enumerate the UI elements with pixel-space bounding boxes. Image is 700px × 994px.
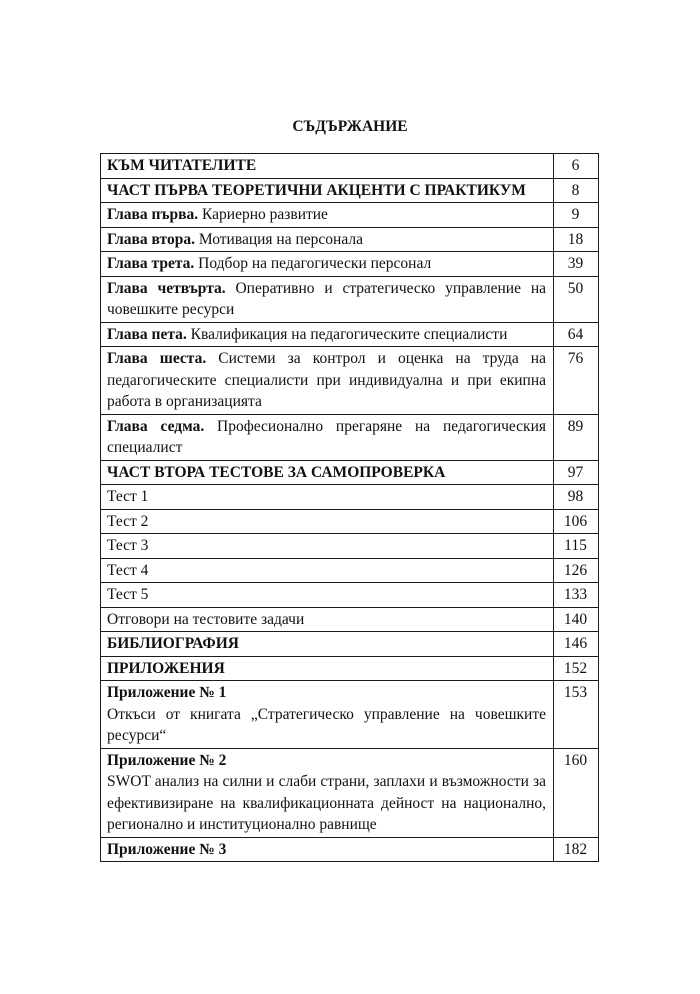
toc-title-bold: Приложение № 3 xyxy=(107,840,227,858)
toc-page-number: 153 xyxy=(554,681,599,749)
toc-title-bold: Глава първа. xyxy=(107,206,199,223)
toc-title-bold: ПРИЛОЖЕНИЯ xyxy=(107,659,225,677)
toc-title xyxy=(101,178,554,203)
toc-page-number: 76 xyxy=(554,347,599,415)
toc-page-number: 6 xyxy=(554,154,599,179)
toc-title-bold: Глава пета. xyxy=(107,325,187,343)
toc-title-text: Квалификация на педагогическите специалисти xyxy=(186,325,508,343)
toc-title xyxy=(101,227,554,252)
toc-title xyxy=(101,583,554,608)
toc-title-text: Подбор на педагогически персонал xyxy=(194,255,432,272)
toc-title-text: Тест 4 xyxy=(107,561,149,579)
toc-page-number: 106 xyxy=(554,509,599,534)
toc-title-bold: Глава трета. xyxy=(107,255,195,272)
toc-page-number: 115 xyxy=(554,534,599,559)
toc-title xyxy=(101,632,554,657)
toc-row xyxy=(101,632,599,657)
toc-title-bold: ЧАСТ ПЪРВА ТЕОРЕТИЧНИ АКЦЕНТИ С ПРАКТИКУМ xyxy=(107,181,526,199)
toc-title xyxy=(101,485,554,510)
toc-title xyxy=(101,203,554,228)
toc-page-number: 64 xyxy=(554,322,599,347)
toc-page-number: 39 xyxy=(554,252,599,277)
toc-row xyxy=(101,154,599,179)
toc-page-number: 8 xyxy=(554,178,599,203)
toc-title-bold: Глава четвърта. xyxy=(107,279,226,297)
toc-title xyxy=(101,460,554,485)
toc-row xyxy=(101,837,599,862)
toc-page-number: 160 xyxy=(554,748,599,837)
toc-row xyxy=(101,583,599,608)
toc-page-number: 140 xyxy=(554,607,599,632)
toc-row xyxy=(101,748,599,837)
toc-row xyxy=(101,509,599,534)
toc-row xyxy=(101,460,599,485)
toc-title xyxy=(101,252,554,277)
toc-row xyxy=(101,203,599,228)
toc-page-number: 89 xyxy=(554,414,599,460)
toc-row xyxy=(101,485,599,510)
toc-title-text: Тест 5 xyxy=(107,586,149,603)
toc-title-bold: КЪМ ЧИТАТЕЛИТЕ xyxy=(107,157,257,174)
toc-title-text: Професионално прегаряне на педагогическия специалист xyxy=(107,417,547,456)
toc-title xyxy=(101,607,554,632)
toc-title xyxy=(101,509,554,534)
toc-page-number: 146 xyxy=(554,632,599,657)
toc-title-text: Кариерно развитие xyxy=(198,206,328,223)
toc-page-number: 133 xyxy=(554,583,599,608)
toc-title xyxy=(101,534,554,559)
toc-title-bold: Глава шеста. xyxy=(107,350,207,367)
toc-title xyxy=(101,748,554,837)
toc-title-text: Оперативно и стратегическо управление на човешките ресурси xyxy=(107,279,546,318)
toc-page-number: 182 xyxy=(554,837,599,862)
toc-row xyxy=(101,322,599,347)
toc-title-bold: ЧАСТ ВТОРА ТЕСТОВЕ ЗА САМОПРОВЕРКА xyxy=(107,463,446,481)
toc-title xyxy=(101,347,554,415)
toc-title-text: Откъси от книгата „Стратегическо управление на човешките ресурси“ xyxy=(107,705,546,744)
toc-title-text: Тест 1 xyxy=(107,488,149,505)
toc-page-number: 97 xyxy=(554,460,599,485)
toc-title xyxy=(101,414,554,460)
toc-row xyxy=(101,681,599,749)
toc-row xyxy=(101,414,599,460)
toc-row xyxy=(101,607,599,632)
toc-title-text: Системи за контрол и оценка на труда на педагогическите специалисти при индивидуална и при екипна работа в организацията xyxy=(107,350,546,410)
toc-title-bold: Глава втора. xyxy=(107,230,195,248)
toc-row xyxy=(101,558,599,583)
toc-title xyxy=(101,154,554,179)
toc-page-number: 152 xyxy=(554,656,599,681)
toc-title xyxy=(101,837,554,862)
page-title: СЪДЪРЖАНИЕ xyxy=(292,118,408,135)
toc-title-text: Тест 3 xyxy=(107,537,149,554)
toc-title-text: Мотивация на персонала xyxy=(194,230,363,248)
toc-title-text: SWOT анализ на силни и слаби страни, заплахи и възможности за ефективизиране на квалификационната дейност на национално, регионално и институционално равнище xyxy=(107,773,546,833)
toc-page-number: 126 xyxy=(554,558,599,583)
toc-row xyxy=(101,227,599,252)
toc-page-number: 18 xyxy=(554,227,599,252)
toc-title-bold: БИБЛИОГРАФИЯ xyxy=(107,635,239,652)
toc-table xyxy=(100,153,599,862)
toc-title xyxy=(101,681,554,749)
toc-page-number: 9 xyxy=(554,203,599,228)
toc-title-bold: Приложение № 2 xyxy=(107,751,227,769)
toc-title xyxy=(101,322,554,347)
toc-row xyxy=(101,276,599,322)
toc-row xyxy=(101,252,599,277)
toc-row xyxy=(101,534,599,559)
toc-title xyxy=(101,558,554,583)
toc-page-number: 98 xyxy=(554,485,599,510)
toc-title-text: Отговори на тестовите задачи xyxy=(107,610,305,628)
toc-title-bold: Приложение № 1 xyxy=(107,684,227,701)
toc-title-text: Тест 2 xyxy=(107,512,149,530)
toc-row xyxy=(101,347,599,415)
toc-row xyxy=(101,656,599,681)
toc-row xyxy=(101,178,599,203)
toc-title xyxy=(101,656,554,681)
toc-title xyxy=(101,276,554,322)
toc-title-bold: Глава седма. xyxy=(107,417,205,435)
toc-page-number: 50 xyxy=(554,276,599,322)
